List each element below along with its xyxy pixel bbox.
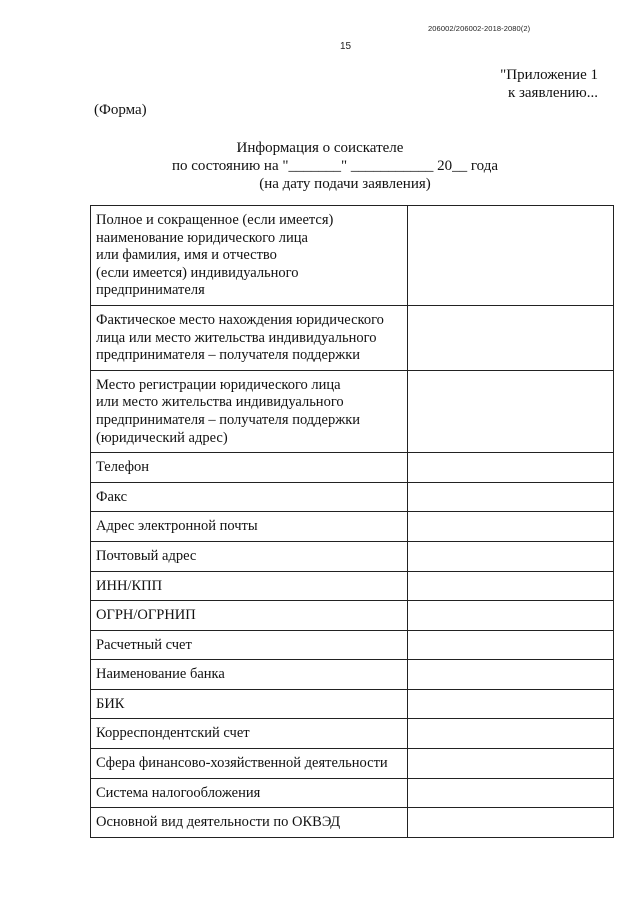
row-value-cell[interactable]: [408, 541, 614, 571]
row-label-settlement-account: Расчетный счет: [91, 630, 408, 660]
table-row: [91, 749, 614, 779]
table-row: [91, 660, 614, 690]
row-label-postal-address: Почтовый адрес: [91, 541, 408, 571]
row-label-phone: Телефон: [91, 453, 408, 483]
label-line: Полное и сокращенное (если имеется): [96, 212, 334, 228]
form-label: (Форма): [94, 102, 147, 118]
label-line: (юридический адрес): [96, 429, 228, 446]
document-title: [0, 139, 640, 193]
row-label-correspondent-account: Корреспондентский счет: [91, 719, 408, 749]
row-value-cell[interactable]: [408, 778, 614, 808]
label-line: лица или место жительства индивидуального: [96, 329, 377, 346]
title-date-line: по состоянию на "_______" ___________ 20__ года: [171, 158, 498, 174]
row-label-inn-kpp: ИНН/КПП: [91, 571, 408, 601]
label-line: Фактическое место нахождения юридического: [96, 311, 384, 328]
label-line: или фамилия, имя и отчество: [96, 247, 277, 264]
table-row: [91, 206, 614, 306]
table-row: [91, 601, 614, 631]
row-label-fax: Факс: [91, 482, 408, 512]
table-row: [91, 482, 614, 512]
applicant-info-table: [90, 205, 614, 838]
table-row: [91, 719, 614, 749]
label-line: предпринимателя: [96, 282, 205, 299]
table-row: [91, 571, 614, 601]
label-line: предпринимателя – получателя поддержки: [96, 411, 361, 428]
row-label-tax-system: Система налогообложения: [91, 778, 408, 808]
table-row: [91, 512, 614, 542]
row-label-bik: БИК: [91, 689, 408, 719]
table-row: [91, 305, 614, 370]
title-line-1: Информация о соискателе: [236, 140, 404, 156]
table-row: [91, 541, 614, 571]
row-label-business-sphere: Сфера финансово-хозяйственной деятельности: [91, 749, 408, 779]
row-value-cell[interactable]: [408, 719, 614, 749]
row-value-cell[interactable]: [408, 482, 614, 512]
row-value-cell[interactable]: [408, 206, 614, 306]
row-value-cell[interactable]: [408, 601, 614, 631]
row-value-cell[interactable]: [408, 630, 614, 660]
row-label-email: Адрес электронной почты: [91, 512, 408, 542]
row-label: [91, 305, 408, 370]
row-value-cell[interactable]: [408, 453, 614, 483]
row-label: [91, 370, 408, 452]
row-label-bank-name: Наименование банка: [91, 660, 408, 690]
table-row: [91, 630, 614, 660]
row-value-cell[interactable]: [408, 749, 614, 779]
row-value-cell[interactable]: [408, 512, 614, 542]
table-row: [91, 808, 614, 838]
row-value-cell[interactable]: [408, 689, 614, 719]
row-value-cell[interactable]: [408, 370, 614, 452]
appendix-line-2: к заявлению...: [507, 85, 598, 101]
row-value-cell[interactable]: [408, 305, 614, 370]
label-line: предпринимателя – получателя поддержки: [96, 347, 361, 364]
label-line: (если имеется) индивидуального: [96, 264, 299, 281]
table-row: [91, 778, 614, 808]
table-row: [91, 689, 614, 719]
row-value-cell[interactable]: [408, 660, 614, 690]
table-row: [91, 370, 614, 452]
row-value-cell[interactable]: [408, 808, 614, 838]
row-label: [91, 206, 408, 306]
row-value-cell[interactable]: [408, 571, 614, 601]
table-row: [91, 453, 614, 483]
appendix-reference: [500, 66, 598, 102]
page-number: 15: [340, 41, 352, 52]
document-registration-number: 206002/206002-2018-2080(2): [428, 24, 531, 33]
row-label-okved: Основной вид деятельности по ОКВЭД: [91, 808, 408, 838]
appendix-line-1: "Приложение 1: [500, 67, 598, 83]
label-line: или место жительства индивидуального: [96, 394, 344, 411]
label-line: наименование юридического лица: [96, 229, 308, 246]
row-label-ogrn: ОГРН/ОГРНИП: [91, 601, 408, 631]
title-line-3: (на дату подачи заявления): [259, 176, 431, 192]
label-line: Место регистрации юридического лица: [96, 376, 341, 393]
